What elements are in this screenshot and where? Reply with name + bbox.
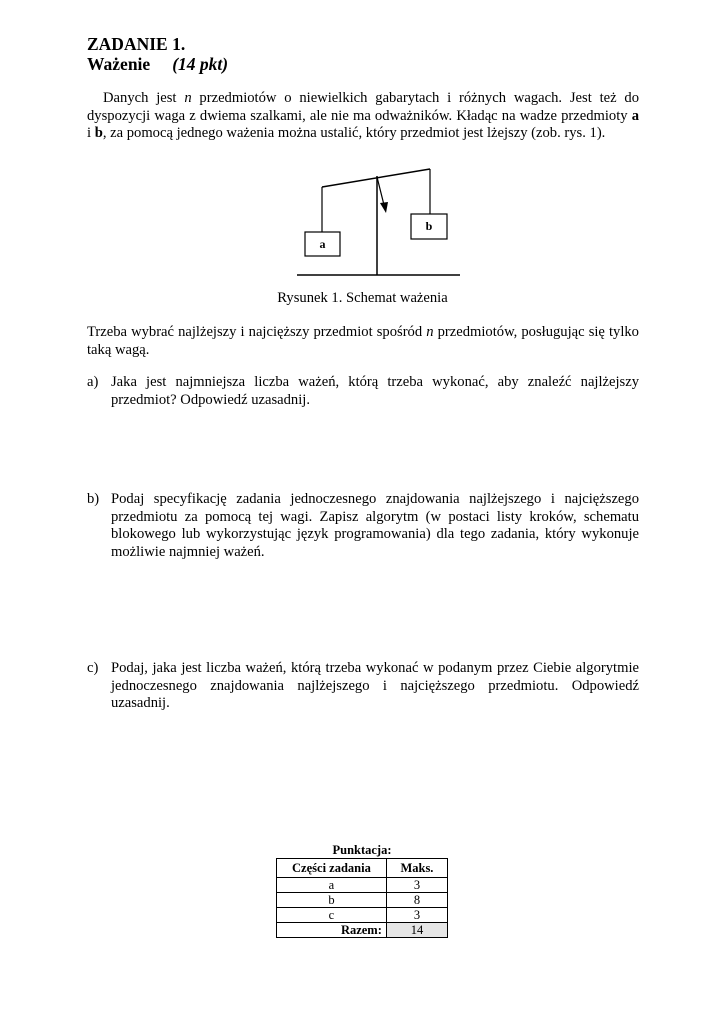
question-b (87, 491, 639, 561)
table-row (277, 908, 448, 923)
scoring-max: 3 (386, 908, 447, 923)
question-b-label: b) (87, 491, 100, 507)
figure-caption: Rysunek 1. Schemat ważenia (277, 290, 448, 306)
scoring-title: Punktacja: (332, 843, 392, 857)
question-b-text: Podaj specyfikację zadania jednoczesnego znajdowania najlżejszego i najcięższego przedmiotu za pomocą tej wagi. Zapisz algorytm (w postaci listy kroków, schematu blokowego lub wykorzystując język programowania) dla tego zadania, który wykonuje możliwie najmniej ważeń. (111, 491, 639, 560)
pointer-arrow-head (380, 202, 388, 213)
scoring-max: 8 (386, 893, 447, 908)
question-c-text: Podaj, jaka jest liczba ważeń, którą trzeba wykonać w podanym przez Ciebie algorytmie jednoczesnego znajdowania najlżejszego i najcięższego przedmiotu. Odpowiedź uzasadnij. (111, 660, 639, 712)
task-name: Ważenie (87, 54, 151, 74)
task-paragraph (87, 324, 639, 359)
intro-n: n (184, 90, 192, 106)
table-row (277, 878, 448, 893)
task-points: (14 pkt) (172, 54, 229, 74)
scoring-total-label: Razem: (277, 923, 387, 938)
task-text-2: przedmiotów, posługując się tylko taką wagą. (87, 324, 639, 358)
task-title: ZADANIE 1. (87, 34, 186, 54)
intro-text-4: , za pomocą jednego ważenia można ustalić, który przedmiot jest lżejszy (zob. rys. 1). (102, 125, 606, 142)
scoring-total-row (277, 923, 448, 938)
scoring-total-value: 14 (386, 923, 447, 938)
question-c (87, 660, 639, 713)
intro-text-1: Danych jest (103, 90, 185, 106)
pan-a-label: a (319, 237, 326, 251)
weighing-scale-diagram (0, 0, 725, 290)
intro-item-a: a (631, 107, 639, 124)
table-row (277, 893, 448, 908)
scoring-part: c (277, 908, 387, 923)
task-n: n (426, 324, 434, 340)
intro-text-3: i (87, 125, 95, 142)
intro-text-2: przedmiotów o niewielkich gabarytach i różnych wagach. Jest też do dyspozycji waga z dwiema szalkami, ale nie ma odważników. Kładąc na wadze przedmioty (87, 90, 640, 124)
scoring-part: b (277, 893, 387, 908)
scoring-part: a (277, 878, 387, 893)
scoring-header-row (277, 859, 448, 878)
intro-item-b: b (94, 125, 103, 142)
scale-beam (322, 169, 430, 187)
scoring-header-max: Maks. (386, 859, 447, 878)
pointer-arrow (377, 177, 384, 205)
pan-b-label: b (425, 219, 433, 233)
task-text-1: Trzeba wybrać najlżejszy i najcięższy przedmiot spośród (87, 324, 427, 340)
scoring-table (276, 858, 448, 938)
question-a (87, 374, 639, 409)
question-a-text: Jaka jest najmniejsza liczba ważeń, którą trzeba wykonać, aby znaleźć najlżejszy przedmiot? Odpowiedź uzasadnij. (111, 374, 639, 408)
scoring-max: 3 (386, 878, 447, 893)
scoring-header-part: Części zadania (277, 859, 387, 878)
question-a-label: a) (87, 374, 99, 390)
question-c-label: c) (87, 660, 99, 676)
